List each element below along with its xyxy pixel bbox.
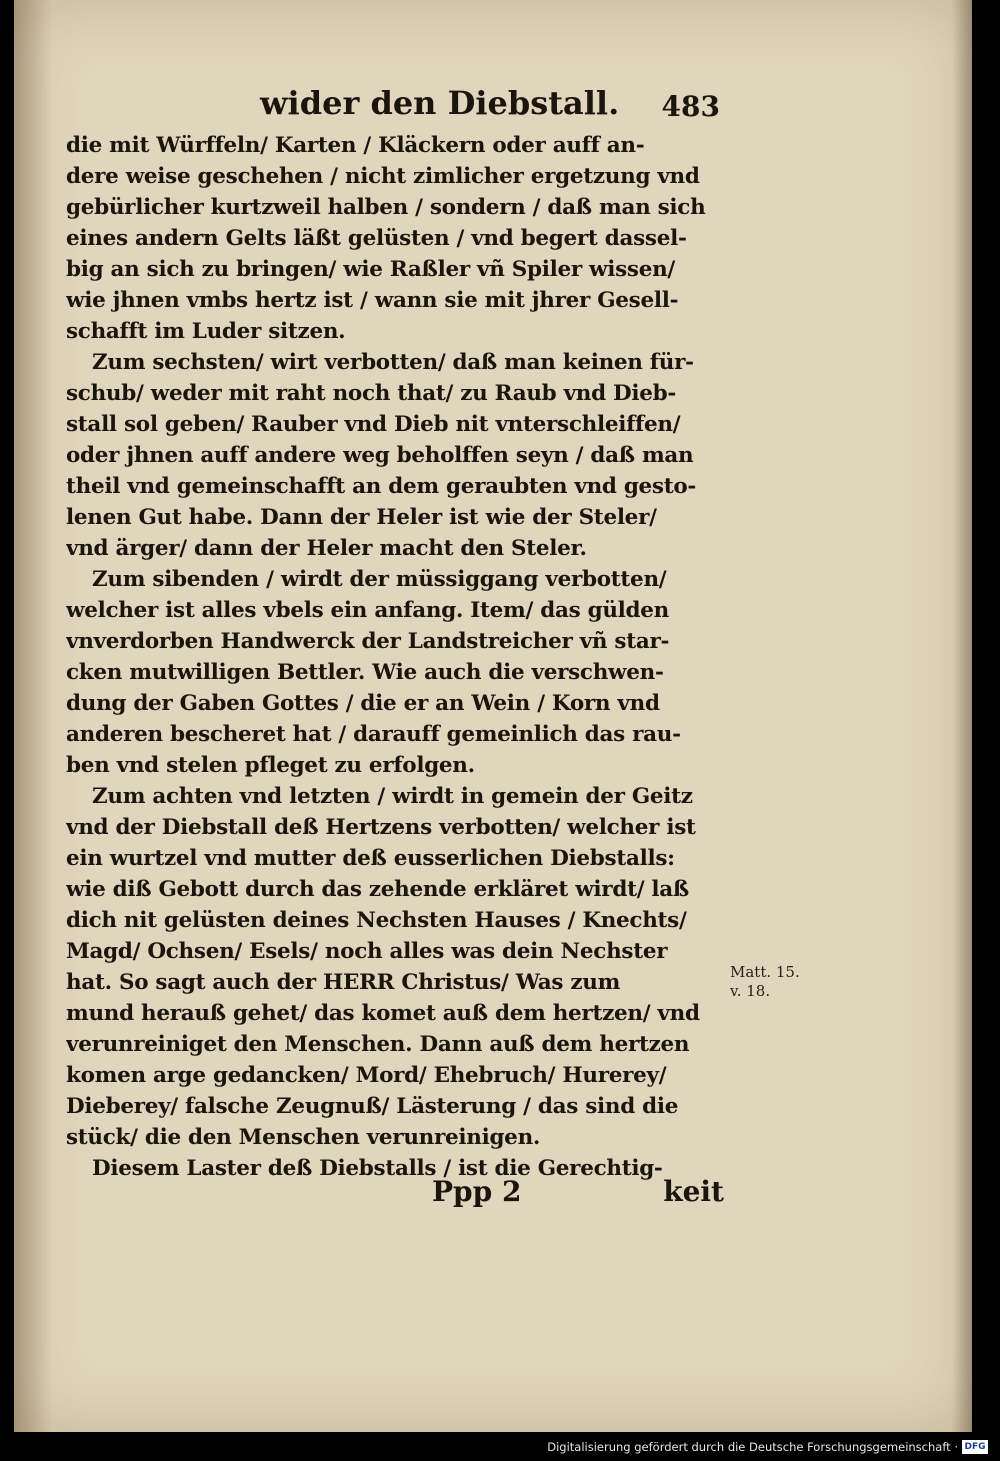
text-line: Zum achten vnd letzten / wirdt in gemein der Geitz — [92, 784, 693, 809]
text-line: schafft im Luder sitzen. — [66, 319, 346, 344]
text-line: wie jhnen vmbs hertz ist / wann sie mit jhrer Gesell- — [66, 288, 679, 313]
text-line: oder jhnen auff andere weg beholffen seyn / daß man — [66, 443, 694, 468]
page-edge-shadow — [952, 0, 972, 1432]
text-line: hat. So sagt auch der HERR Christus/ Was zum — [66, 970, 621, 995]
text-line: eines andern Gelts läßt gelüsten / vnd begert dassel- — [66, 226, 687, 251]
text-line: lenen Gut habe. Dann der Heler ist wie der Steler/ — [66, 505, 657, 530]
running-title: wider den Diebstall. — [260, 84, 620, 122]
text-line: big an sich zu bringen/ wie Raßler vñ Spiler wissen/ — [66, 257, 675, 282]
text-line: wie diß Gebott durch das zehende erkläret wirdt/ laß — [66, 877, 689, 902]
text-line: theil vnd gemeinschafft an dem geraubten vnd gesto- — [66, 474, 697, 499]
margin-note-line: Matt. 15. — [730, 963, 800, 981]
text-line: Magd/ Ochsen/ Esels/ noch alles was dein Nechster — [66, 939, 668, 964]
text-line: vnd ärger/ dann der Heler macht den Steler. — [66, 536, 587, 561]
text-line: vnverdorben Handwerck der Landstreicher vñ star- — [66, 629, 670, 654]
signature-mark: Ppp 2 — [432, 1175, 522, 1208]
text-line: ben vnd stelen pfleget zu erfolgen. — [66, 753, 475, 778]
text-line: ein wurtzel vnd mutter deß eusserlichen Diebstalls: — [66, 846, 675, 871]
text-line: gebürlicher kurtzweil halben / sondern / daß man sich — [66, 195, 706, 220]
text-line: vnd der Diebstall deß Hertzens verbotten/ welcher ist — [66, 815, 696, 840]
text-line: stall sol geben/ Rauber vnd Dieb nit vnterschleiffen/ — [66, 412, 681, 437]
text-line: die mit Würffeln/ Karten / Kläckern oder auff an- — [66, 133, 645, 158]
text-line: cken mutwilligen Bettler. Wie auch die verschwen- — [66, 660, 664, 685]
text-line: Zum sechsten/ wirt verbotten/ daß man keinen für- — [92, 350, 694, 375]
digitization-credit — [547, 1438, 988, 1456]
dfg-logo: DFG — [962, 1440, 988, 1454]
credit-text: Digitalisierung gefördert durch die Deutsche Forschungsgemeinschaft · — [547, 1440, 958, 1454]
body-text — [66, 130, 726, 1184]
text-line: Zum sibenden / wirdt der müssiggang verbotten/ — [92, 567, 667, 592]
text-line: Dieberey/ falsche Zeugnuß/ Lästerung / das sind die — [66, 1094, 679, 1119]
text-line: welcher ist alles vbels ein anfang. Item/ das gülden — [66, 598, 669, 623]
text-line: mund herauß gehet/ das komet auß dem hertzen/ vnd — [66, 1001, 700, 1026]
page-footer — [432, 1175, 724, 1215]
text-line: stück/ die den Menschen verunreinigen. — [66, 1125, 541, 1150]
text-line: schub/ weder mit raht noch that/ zu Raub vnd Dieb- — [66, 381, 676, 406]
margin-note-line: v. 18. — [730, 982, 771, 1000]
margin-note-scripture-reference — [730, 963, 810, 1001]
text-line: verunreiniget den Menschen. Dann auß dem hertzen — [66, 1032, 690, 1057]
text-line: komen arge gedancken/ Mord/ Ehebruch/ Hurerey/ — [66, 1063, 667, 1088]
page-gutter-shadow — [14, 0, 52, 1432]
page-number: 483 — [661, 90, 720, 123]
book-page — [14, 0, 972, 1432]
catchword: keit — [663, 1175, 724, 1208]
running-header — [260, 84, 720, 122]
text-line: dung der Gaben Gottes / die er an Wein / Korn vnd — [66, 691, 660, 716]
text-line: Diesem Laster deß Diebstalls / ist die Gerechtig- — [92, 1156, 663, 1181]
text-line: anderen bescheret hat / darauff gemeinlich das rau- — [66, 722, 681, 747]
text-line: dere weise geschehen / nicht zimlicher ergetzung vnd — [66, 164, 700, 189]
text-line: dich nit gelüsten deines Nechsten Hauses / Knechts/ — [66, 908, 687, 933]
